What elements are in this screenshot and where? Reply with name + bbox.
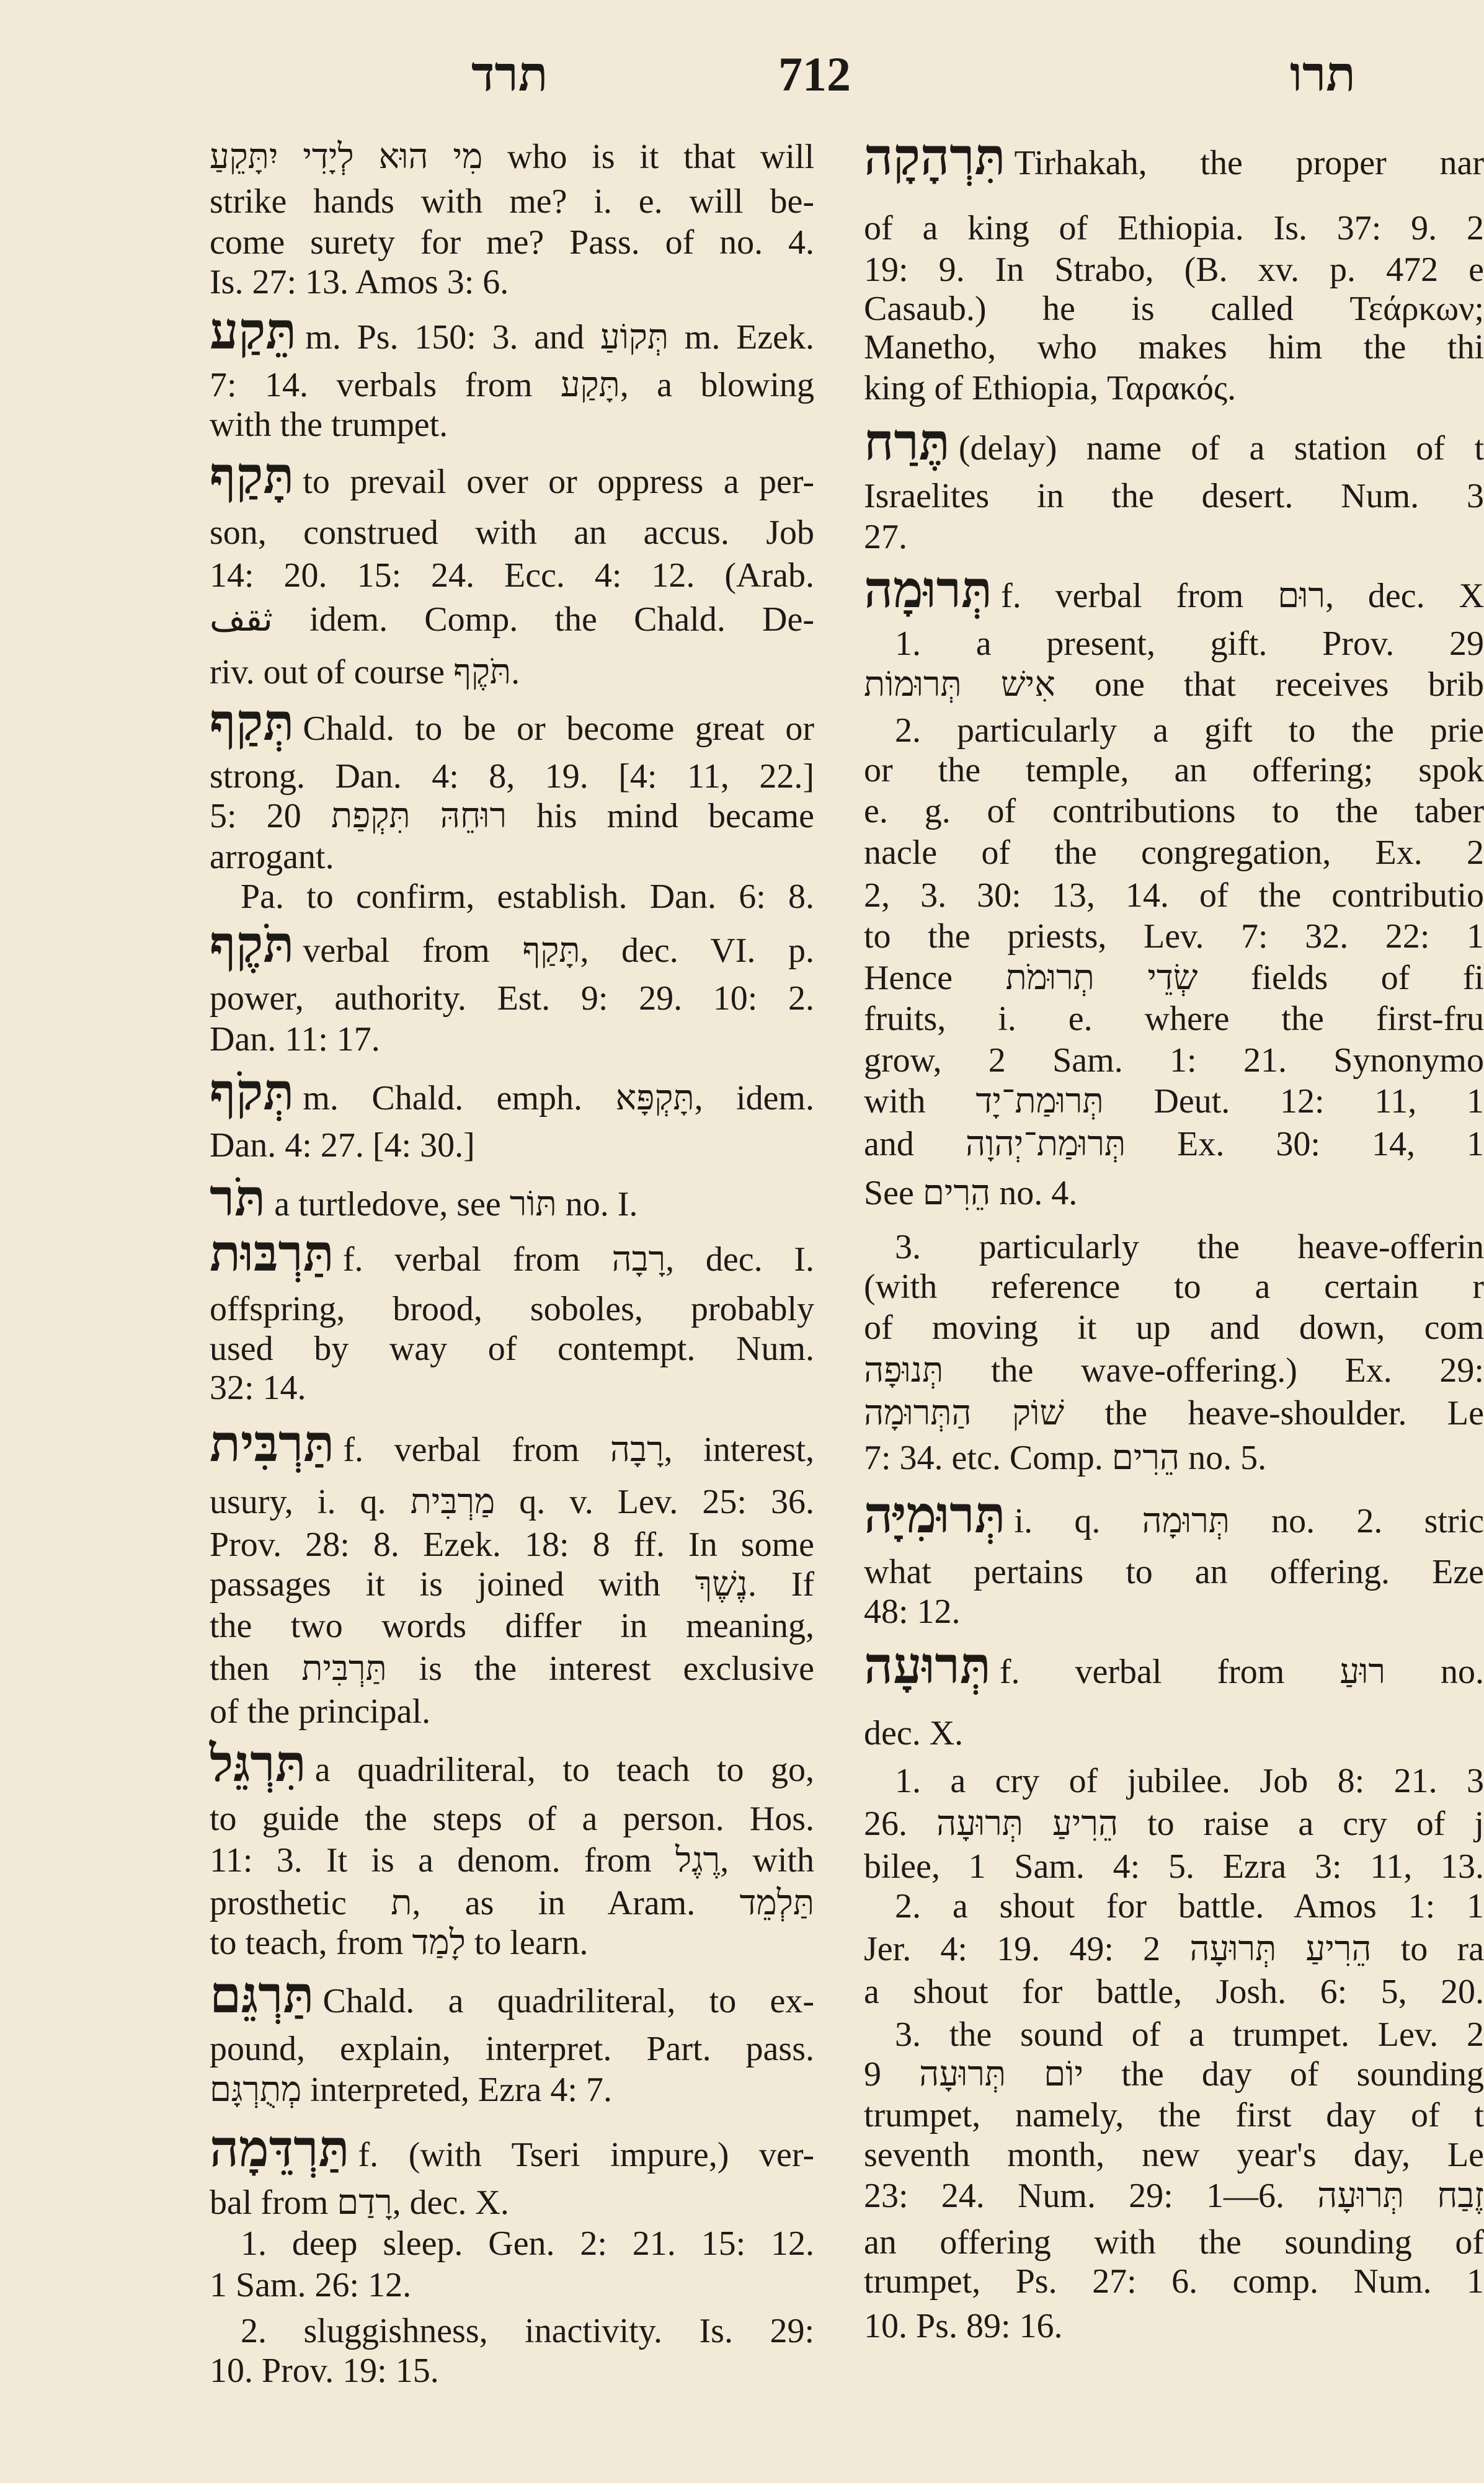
text-line: [210, 2309, 814, 2353]
line-text: 5: 20 רוּחֵהּ תִּקְפַת his mind became: [210, 797, 814, 836]
text-line: [210, 977, 814, 1020]
line-text: and תְּרוּמַת־יְהוָה Ex. 30: 14, 1: [864, 1124, 1484, 1163]
line-text: trumpet, namely, the first day of t: [864, 2096, 1484, 2135]
line-text: 19: 9. In Strabo, (B. xv. p. 472 e: [864, 250, 1484, 289]
headword: תַּרְבּוּת: [210, 1224, 334, 1284]
line-text: 1. a cry of jubilee. Job 8: 21. 3: [895, 1762, 1484, 1801]
headword: תַּרְגֵּם: [210, 1965, 314, 2025]
line-text: 1 Sam. 26: 12.: [210, 2265, 412, 2304]
line-text: Tirhakah, the proper nar: [1014, 144, 1484, 183]
line-text: son, construed with an accus. Job: [210, 513, 814, 552]
line-text: then תַּרְבִּית is the interest exclusive: [210, 1649, 814, 1688]
text-line: [864, 207, 1484, 250]
text-line: [210, 2263, 814, 2307]
line-text: שׁוֹק הַתְּרוּמָה the heave-shoulder. Le: [864, 1394, 1484, 1433]
text-line: [864, 663, 1484, 706]
left-column: [210, 0, 814, 2483]
headword: תְּרוּמָה: [864, 559, 993, 620]
line-text: a shout for battle, Josh. 6: 5, 20.: [864, 1972, 1484, 2011]
text-line: [210, 1690, 814, 1733]
line-text: (with reference to a certain r: [864, 1267, 1484, 1306]
text-line: [864, 1080, 1484, 1123]
entry-headword-line: [864, 1485, 1484, 1545]
entry-headword-line: [210, 1168, 814, 1228]
text-line: [210, 1839, 814, 1882]
text-line: [864, 1885, 1484, 1928]
text-line: [864, 1039, 1484, 1082]
entry-headword-line: [210, 1062, 814, 1122]
line-text: 3. the sound of a trumpet. Lev. 2: [895, 2015, 1484, 2054]
line-text: אִישׁ תְּרוּמוֹת one that receives brib: [864, 665, 1484, 704]
text-line: [864, 515, 1484, 559]
line-text: with the trumpet.: [210, 405, 448, 444]
text-line: [210, 1124, 814, 1167]
line-text: 10. Prov. 19: 15.: [210, 2351, 439, 2390]
headword: תְּרוּמִיָּה: [864, 1485, 1006, 1545]
headword: תִּרְגֵּל: [210, 1733, 306, 1793]
headword: תְּקַף: [210, 693, 295, 753]
line-text: to guide the steps of a person. Hos.: [210, 1800, 814, 1839]
text-line: [864, 2260, 1484, 2303]
line-text: m. Chald. emph. תָּקְפָּא, idem.: [303, 1078, 814, 1117]
text-line: [210, 1921, 814, 1965]
entry-headword-line: [210, 693, 814, 753]
line-text: bal from רָדַם, dec. X.: [210, 2183, 509, 2222]
line-text: 11: 3. It is a denom. from רֶגֶל, with: [210, 1841, 814, 1880]
line-text: seventh month, new year's day, Le: [864, 2136, 1484, 2175]
text-line: [864, 2133, 1484, 2177]
text-line: [210, 511, 814, 554]
text-line: [864, 874, 1484, 917]
text-line: [864, 1265, 1484, 1308]
line-text: passages it is joined with נֶשֶׁךְ. If: [210, 1565, 814, 1604]
text-line: [864, 366, 1484, 410]
line-text: usury, i. q. מַרְבִּית q. v. Lev. 25: 36.: [210, 1483, 814, 1522]
text-line: [210, 2222, 814, 2265]
line-text: Pa. to confirm, establish. Dan. 6: 8.: [241, 877, 814, 917]
headword: תַּרְבִּית: [210, 1413, 335, 1473]
text-line: [210, 363, 814, 407]
line-text: grow, 2 Sam. 1: 21. Synonymo: [864, 1041, 1484, 1080]
line-text: 2, 3. 30: 13, 14. of the contributio: [864, 876, 1484, 915]
line-text: 14: 20. 15: 24. Ecc. 4: 12. (Arab.: [210, 556, 814, 595]
text-line: [864, 1349, 1484, 1392]
text-line: [864, 1759, 1484, 1803]
line-text: 10. Ps. 89: 16.: [864, 2306, 1063, 2345]
line-text: riv. out of course תֹּקֶף.: [210, 652, 520, 691]
line-text: 23: 24. Num. 29: 1—6. זֶבַח תְּרוּעָה: [864, 2177, 1484, 2216]
text-line: [864, 1845, 1484, 1888]
line-text: Jer. 4: 19. 49: 2 הֵרִיעַ תְּרוּעָה to ra: [864, 1929, 1484, 1968]
text-line: [864, 287, 1484, 331]
line-text: See הֵרִים no. 4.: [864, 1174, 1078, 1213]
line-text: 32: 14.: [210, 1369, 306, 1408]
headword: תָּקַף: [210, 445, 295, 505]
line-text: a turtledove, see תּוֹר no. I.: [274, 1184, 638, 1224]
text-line: [210, 598, 814, 641]
text-line: [864, 1590, 1484, 1633]
text-line: [864, 248, 1484, 291]
line-text: verbal from תָּקַף, dec. VI. p.: [303, 931, 814, 970]
text-line: [864, 326, 1484, 369]
line-text: m. Ps. 150: 3. and תְּקוֹעַ m. Ezek.: [305, 318, 814, 357]
page-number: 712: [778, 47, 851, 101]
text-line: [210, 1018, 814, 1061]
text-line: [864, 2053, 1484, 2096]
line-text: of a king of Ethiopia. Is. 37: 9. 2: [864, 209, 1484, 248]
text-line: [210, 1287, 814, 1331]
line-text: Manetho, who makes him the thi: [864, 327, 1484, 366]
text-line: [210, 1523, 814, 1566]
text-line: [210, 554, 814, 597]
text-line: [864, 1225, 1484, 1269]
entry-headword-line: [864, 412, 1484, 473]
line-text: king of Ethiopia, Ταρακός.: [864, 369, 1237, 408]
line-text: dec. X.: [864, 1714, 964, 1753]
text-line: [210, 1881, 814, 1925]
headword: תֵּקַע: [210, 301, 297, 362]
line-text: e. g. of contributions to the taber: [864, 792, 1484, 831]
text-line: [864, 709, 1484, 752]
line-text: ثقف idem. Comp. the Chald. De-: [210, 600, 814, 639]
line-text: 2. particularly a gift to the prie: [895, 711, 1484, 750]
text-line: [864, 2304, 1484, 2348]
line-text: to prevail over or oppress a per-: [303, 462, 814, 501]
text-line: [864, 1392, 1484, 1435]
text-line: [864, 1927, 1484, 1971]
line-text: 9 יוֹם תְּרוּעָה the day of sounding: [864, 2054, 1484, 2094]
text-line: [210, 2181, 814, 2224]
text-line: [210, 651, 814, 694]
text-line: [210, 180, 814, 223]
line-text: Dan. 4: 27. [4: 30.]: [210, 1126, 475, 1165]
line-text: Chald. a quadriliteral, to ex-: [322, 1981, 814, 2020]
text-line: [210, 2068, 814, 2112]
entry-headword-line: [210, 1965, 814, 2025]
text-line: [210, 835, 814, 879]
text-line: [210, 260, 814, 304]
text-line: [210, 135, 814, 179]
line-text: prosthetic ת, as in Aram. תַּלְמֵד: [210, 1883, 815, 1922]
text-line: [864, 1436, 1484, 1480]
text-line: [864, 1802, 1484, 1846]
text-line: [864, 748, 1484, 792]
line-text: f. verbal from רוּם, dec. X: [1001, 576, 1484, 615]
line-text: Chald. to be or become great or: [303, 709, 814, 748]
right-column: [864, 0, 1484, 2483]
text-line: [210, 1647, 814, 1690]
text-line: [864, 474, 1484, 518]
entry-headword-line: [210, 445, 814, 505]
entry-headword-line: [210, 301, 814, 362]
text-line: [864, 2013, 1484, 2056]
line-text: Prov. 28: 8. Ezek. 18: 8 ff. In some: [210, 1526, 814, 1565]
line-text: f. verbal from רָבָה, interest,: [343, 1430, 815, 1469]
line-text: of the principal.: [210, 1692, 431, 1731]
line-text: Hence שְׂדֵי תְרוּמֹת fields of fi: [864, 958, 1484, 997]
line-text: a quadriliteral, to teach to go,: [314, 1750, 814, 1789]
line-text: the two words differ in meaning,: [210, 1606, 814, 1645]
entry-headword-line: [864, 1635, 1484, 1695]
headword: תִּרְהָקָה: [864, 127, 1006, 187]
line-text: or the temple, an offering; spok: [864, 750, 1484, 789]
headword: תֶּרַח: [864, 412, 950, 473]
line-text: 1. deep sleep. Gen. 2: 21. 15: 12.: [241, 2224, 814, 2263]
line-text: f. verbal from רָבָה, dec. I.: [342, 1240, 815, 1279]
text-line: [864, 1171, 1484, 1215]
line-text: מְתֻרְגָּם interpreted, Ezra 4: 7.: [210, 2071, 612, 2110]
text-line: [210, 2027, 814, 2071]
line-text: תְּנוּפָה the wave-offering.) Ex. 29:: [864, 1351, 1484, 1390]
line-text: strike hands with me? i. e. will be-: [210, 182, 814, 221]
text-line: [210, 1797, 814, 1841]
line-text: to the priests, Lev. 7: 32. 22: 1: [864, 917, 1484, 956]
text-line: [210, 221, 814, 264]
line-text: nacle of the congregation, Ex. 2: [864, 833, 1484, 872]
running-head-left: תרד: [471, 47, 548, 101]
line-text: 1. a present, gift. Prov. 29: [895, 624, 1484, 663]
line-text: fruits, i. e. where the first-fru: [864, 1000, 1484, 1039]
line-text: Is. 27: 13. Amos 3: 6.: [210, 263, 509, 301]
line-text: bilee, 1 Sam. 4: 5. Ezra 3: 11, 13.: [864, 1847, 1484, 1886]
entry-headword-line: [210, 1224, 815, 1284]
text-line: [864, 956, 1484, 1000]
text-line: [210, 2349, 814, 2392]
headword: תֹּקֶף: [210, 915, 295, 974]
line-text: 27.: [864, 518, 907, 557]
text-line: [210, 403, 814, 446]
line-text: 7: 34. etc. Comp. הֵרִים no. 5.: [864, 1438, 1267, 1477]
text-line: [210, 1563, 814, 1606]
entry-headword-line: [210, 1413, 815, 1473]
text-line: [864, 2094, 1484, 2137]
text-line: [864, 1970, 1484, 2014]
line-text: 3. particularly the heave-offerin: [895, 1228, 1484, 1266]
running-head-right: תרו: [1290, 47, 1356, 101]
line-text: an offering with the sounding of: [864, 2223, 1484, 2262]
headword: תַּרְדֵּמָה: [210, 2118, 350, 2179]
line-text: to teach, from לָמַד to learn.: [210, 1923, 589, 1962]
text-line: [864, 1550, 1484, 1594]
text-line: [210, 755, 814, 798]
line-text: 2. a shout for battle. Amos 1: 1: [895, 1886, 1484, 1926]
line-text: trumpet, Ps. 27: 6. comp. Num. 1: [864, 2262, 1484, 2301]
line-text: what pertains to an offering. Eze: [864, 1552, 1484, 1591]
text-line: [864, 2221, 1484, 2264]
entry-headword-line: [210, 2118, 814, 2179]
text-line: [864, 831, 1484, 874]
line-text: of moving it up and down, com: [864, 1308, 1484, 1348]
text-line: [210, 1480, 814, 1524]
line-text: Dan. 11: 17.: [210, 1020, 380, 1059]
line-text: (delay) name of a station of t: [958, 429, 1484, 468]
text-line: [864, 1122, 1484, 1166]
entry-headword-line: [864, 127, 1484, 187]
line-text: מִי הוּא לְיָדִי יִתָּקֵעַ who is it that will: [210, 138, 815, 177]
line-text: 48: 12.: [864, 1592, 961, 1631]
headword: תְּרוּעָה: [864, 1635, 991, 1695]
text-line: [864, 622, 1484, 665]
headword: תְּקֹף: [210, 1062, 295, 1122]
text-line: [210, 1366, 814, 1410]
text-line: [864, 1306, 1484, 1349]
line-text: with תְּרוּמַת־יָד Deut. 12: 11, 1: [864, 1082, 1484, 1121]
text-line: [864, 915, 1484, 958]
line-text: f. verbal from רוּעַ no.: [999, 1652, 1484, 1691]
line-text: 2. sluggishness, inactivity. Is. 29:: [241, 2311, 814, 2350]
entry-headword-line: [210, 1733, 814, 1793]
line-text: Casaub.) he is called Τεάρκων;: [864, 290, 1484, 329]
text-line: [864, 1712, 1484, 1755]
text-line: [864, 789, 1484, 833]
line-text: pound, explain, interpret. Part. pass.: [210, 2029, 814, 2068]
line-text: 7: 14. verbals from תָּקַע, a blowing: [210, 366, 814, 405]
line-text: 26. הֵרִיעַ תְּרוּעָה to raise a cry of j: [864, 1805, 1484, 1844]
headword: תֹּר: [210, 1168, 266, 1228]
text-line: [210, 1327, 814, 1370]
text-line: [210, 875, 814, 918]
text-line: [210, 794, 814, 838]
text-line: [210, 1604, 814, 1648]
line-text: strong. Dan. 4: 8, 19. [4: 11, 22.]: [210, 757, 814, 796]
line-text: offspring, brood, soboles, probably: [210, 1289, 814, 1328]
line-text: power, authority. Est. 9: 29. 10: 2.: [210, 979, 814, 1018]
line-text: used by way of contempt. Num.: [210, 1329, 814, 1368]
line-text: come surety for me? Pass. of no. 4.: [210, 223, 814, 262]
line-text: Israelites in the desert. Num. 3: [864, 476, 1484, 515]
line-text: arrogant.: [210, 838, 334, 877]
line-text: f. (with Tseri impure,) ver-: [358, 2135, 814, 2174]
line-text: i. q. תְּרוּמָה no. 2. stric: [1014, 1501, 1484, 1540]
entry-headword-line: [210, 915, 814, 974]
text-line: [864, 997, 1484, 1041]
entry-headword-line: [864, 559, 1484, 620]
text-line: [864, 2174, 1484, 2218]
